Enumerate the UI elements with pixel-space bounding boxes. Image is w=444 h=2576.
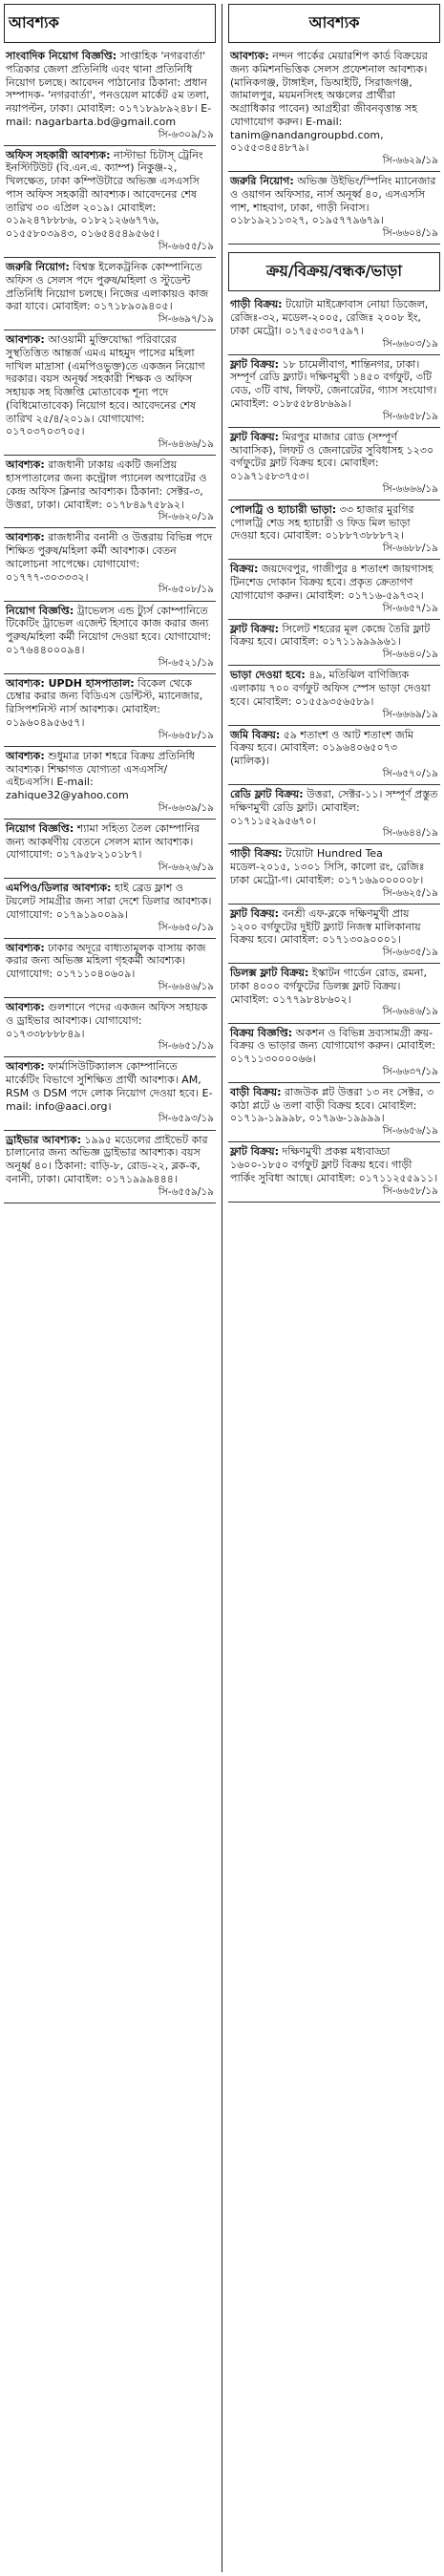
ad-body: ১৯৯৫ মডেলের প্রাইভেট কার চালানোর জন্য অভিজ্ঞ ড্রাইভার আবশ্যক। বয়স অনূর্ধ্ব ৪০। ঠিকানা: বাড়ি-৮, রোড-২২, ব্লক-ক, বনানী, ঢাকা। মোবাইল: ০১৭১৯৯৯৪৪৪। — [6, 1133, 208, 1185]
ad-code: সি-৬৬৫১/১৯ — [158, 1040, 214, 1053]
ad-code: সি-৬৬৫০/১৯ — [158, 921, 214, 933]
section-header-buy-sell: ক্রয়/বিক্রয়/বন্ধক/ভাড়া — [228, 252, 440, 291]
ad-code: সি-৬৬৮৮/১৯ — [382, 543, 438, 555]
ad-text — [230, 563, 438, 602]
ad-body: শুধুমাত্র ঢাকা শহরে বিক্রয় প্রতিনিধি আবশ্যক। শিক্ষাগত যোগ্যতা এসএসসি/এইচএসসি। E-mail: zahique32@yahoo.com — [6, 749, 195, 801]
classified-ad — [228, 785, 440, 844]
classified-ad — [4, 528, 216, 601]
ad-body: বিকেল থেকে চেম্বার করার জন্য বিডিএস ডেন্টিস্ট, ম্যানেজার, রিসিপশনিস্ট নার্স আবশ্যক। মোবাইল: ০১৯৬০৪৯৫৬৫৭। — [6, 676, 203, 729]
right-top-ads-list — [228, 47, 440, 245]
ad-lead: রেডি ফ্লাট বিক্রয়: — [230, 788, 304, 800]
ad-lead: ফ্লাট বিক্রয়: — [230, 430, 280, 443]
ad-code: সি-৬৬২৫/১৯ — [382, 886, 438, 899]
ad-body: সাপ্তাহিক 'নগরবার্তা' পত্রিকার জেলা প্রতিনিধি এবং থানা প্রতিনিধি নিয়োগ চলছে। আবেদন পাঠানোর ঠিকানা: প্রধান সম্পাদক- 'নগরবার্তা', পনওয়েল মার্কেট ৫ম তলা, নয়াপল্টন, ঢাকা। মোবাইল: ০১৭১৮৯৮৯২৪৮। E-mail: nagarbarta.bd@gmail.com — [6, 50, 212, 128]
ad-lead: আবশ্যক: — [6, 941, 45, 954]
ad-text — [6, 261, 214, 313]
ad-body: দক্ষিণমুখী প্রকল্প মধ্যবাড্ডা ১৬০০-১৮৫০ বর্গফুট ফ্লাট বিক্রয় হবে। গাড়ী পার্কিং সুবিধা আছে। মোবাইল: ০১৭১১২৫৫৯১১। — [230, 1145, 438, 1184]
ad-body: জয়দেবপুর, গাজীপুর ৪ শতাংশ জায়গাসহ টিনশেড দোকান বিক্রয় হবে। প্রকৃত ক্রেতাগণ যোগাযোগ করুন। মোবাইল: ০১৭১৬-৫৯৭৩২। — [230, 563, 433, 602]
ad-lead: ফ্লাট বিক্রয়: — [230, 1145, 280, 1159]
ad-body: বিশ্বস্ত ইলেকট্রনিক কোম্পানিতে অফিস ও সেলস পদে পুরুষ/মহিলা ও স্টুডেন্ট প্রতিনিধি নিয়োগ চলছে। নিজের এলাকায়ও কাজ করা যাবে। মোবাইল: ০১৭১৮৯০৯৪০৫। — [6, 261, 209, 313]
right-bottom-ads-list — [228, 295, 440, 1202]
classified-ad — [228, 905, 440, 964]
ad-code: সি-৬৬৫৮/১৯ — [158, 729, 214, 741]
ad-lead: আবশ্যক: UPDH হাসপাতাল: — [6, 676, 135, 690]
ad-body: হাই ব্রেড ফ্লাশ ও টয়লেট সামগ্রীর জন্য সারা দেশে ডিলার আবশ্যক। যোগাযোগ: ০১৭৯১৯০০৯৯। — [6, 882, 212, 921]
ad-code: সি-৬৬২০/১৯ — [158, 511, 214, 523]
ad-text — [6, 50, 214, 129]
ad-lead: ডিলক্স ফ্লাট বিক্রয়: — [230, 967, 309, 980]
classified-ad — [228, 500, 440, 560]
ad-body: ১৮ চামেলীবাগ, শান্তিনগর, ঢাকা। সম্পূর্ণ রেডি ফ্ল্যাট। দক্ষিণমুখী ১৪৫০ বর্গফুট, ৩টি বেড, ৩টি বাথ, লিফট, জেনারেটর, গ্যাস সংযোগ। মোবাইল: ০১৮৫৫৮৪৮৬৯৯। — [230, 357, 437, 410]
classified-ad — [4, 1131, 216, 1203]
ad-lead: আবশ্যক: — [6, 1001, 45, 1013]
ad-code: সি-৬৬৪৪/১৯ — [382, 827, 438, 840]
ad-code: সি-৬৬০৩/১৯ — [382, 337, 438, 350]
ad-body: টয়োটা মাইক্রোবাস নোয়া ডিজেল, রেজিঃ-৩২, মডেল-২০০৫, রেজিঃ ২০০৮ ইং, ঢাকা মেট্রো। ০১৭৫৫৩০৭৫৯৭। — [230, 298, 429, 337]
ad-lead: ভাড়া দেওয়া হবে: — [230, 669, 306, 682]
ad-body: ৫৯ শতাংশ ও আট শতাংশ জমি বিক্রয় হবে। মোবাইল: ০১৯৬৪০৬৫০৭৩ (মালিক)। — [230, 728, 413, 768]
classified-ad — [4, 602, 216, 674]
classified-ad — [228, 620, 440, 667]
left-column — [4, 4, 216, 1203]
ad-text — [6, 1060, 214, 1113]
ad-code: সি-৬৬০৪/১৯ — [382, 227, 438, 240]
ad-lead: ড্রাইভার আবশ্যক: — [6, 1133, 81, 1146]
ad-body: রাজধানী ঢাকায় একটি জনপ্রিয় হাসপাতালের জন্য কন্ট্রোল প্যানেল অপারেটর ও কেন্দ্র অফিস ক্লিনার আবশ্যক। ঠিকানা: সেক্টর-৩, উত্তরা, ঢাকা। মোবাইল: ০১৭৮৪৯৭৫৮৯২। — [6, 458, 207, 511]
ad-code: সি-৬৬৪৬/১৯ — [382, 1006, 438, 1018]
ad-text — [230, 1145, 438, 1184]
ad-body: অভিজ্ঞ উইভিং/স্পিনিং ম্যানেজার ও ওয়াগন অফিসার, নার্স অনূর্ধ্ব ৪০, এসএসসি পাশ, শাহবাগ, ঢাকা, গাড়ী নিবাস। ০১৮১৯২১১৩২৭, ০১৯৫৭৭৯৬৭৯। — [230, 175, 436, 227]
ad-lead: অফিস সহকারী আবশ্যক: — [6, 148, 111, 161]
ad-lead: জরুরি নিয়োগ: — [6, 261, 70, 273]
classified-ad — [228, 726, 440, 785]
ad-text — [230, 1027, 438, 1066]
ad-text — [6, 822, 214, 862]
classified-ad — [228, 47, 440, 172]
ad-code: সি-৬৬৯৭/১৯ — [158, 313, 214, 325]
ad-code: সি-৬৬৫৬/১৯ — [382, 1125, 438, 1138]
ad-text — [230, 175, 438, 227]
ad-code: সি-৬৬৫৮/১৯ — [382, 410, 438, 422]
ad-body: ফার্মাসিউটিক্যালস কোম্পানিতে মার্কেটিং বিভাগে সুশিক্ষিত প্রার্থী আবশ্যক। AM, RSM ও DSM পদে লোক নিয়োগ দেওয়া হবে। E-mail: info@aaci.org। — [6, 1060, 213, 1113]
ad-lead: সাংবাদিক নিয়োগ বিজ্ঞপ্তি: — [6, 50, 117, 62]
classified-ad — [4, 747, 216, 820]
ad-lead: পোলট্রি ও হ্যাচারী ভাড়া: — [230, 502, 337, 516]
ad-body: ঢাকার অদূরে বাধ্যতামূলক বাসায় কাজ করার জন্য অভিজ্ঞ মহিলা গৃহকর্মী আবশ্যক। যোগাযোগ: ০১৭১১০৪০৬০৯। — [6, 941, 206, 981]
ad-lead: আবশ্যক: — [6, 333, 45, 347]
classified-ad — [4, 1057, 216, 1130]
classified-ad — [228, 295, 440, 354]
ad-code: সি-৬৬৪০/১৯ — [382, 649, 438, 661]
ad-body: আওয়ামী মুক্তিযোদ্ধা পরিবারের সুস্থতিত্তিত আন্তর্জ এমএ মাহমুদ পাসের মহিলা দাখিল মাদ্রাসা (এমপিওভুক্ত)তে একজন নিয়োগ দরকার। বয়স অনূর্ধ্ব সহকারী শিক্ষক ও অফিস সহায়ক সহ বিজ্ঞপ্তি মোতাবেক শূন্য পদে (বিধিমোতাবেক) নিয়োগ হবে। আবেদনের শেষ তারিখ ২৫/৪/২০১৯। যোগাযোগ: ০১৭০৩৭০৩৭০৫। — [6, 333, 205, 438]
ad-text — [230, 298, 438, 337]
ad-body: ট্রাভেলস এন্ড ট্যুর্স কোম্পানিতে টিকেটিং ট্রাভেল এজেন্ট হিসাবে কাজ করার জন্য পুরুষ/মহিলা কর্মী নিয়োগ দেওয়া হবে। যোগাযোগ: ০১৭৬৪৪০০০৯৪। — [6, 604, 212, 656]
classified-ad — [228, 666, 440, 725]
ad-body: নন্দন পার্কের মেয়ারশিপ কার্ড বিক্রয়ের জন্য কমিশনভিত্তিক সেলস প্রফেশনাল আবশ্যক। (মানিকগঞ্জ, টাঙ্গাইল, ডিআইটি, সিরাজগঞ্জ, জামালপুর, ময়মনসিংহ অঞ্চলের প্রার্থীরা অগ্রাধিকার পাবেন) আগ্রহীরা জীবনবৃত্তান্ত সহ যোগাযোগ করুন। E-mail: tanim@nandangroupbd.com, ০১৫৫৩৪৫৪৮৭৯। — [230, 50, 428, 155]
ad-code: সি-৬৬২৬/১৯ — [158, 862, 214, 874]
classifieds-page — [4, 4, 440, 2572]
ad-text — [6, 531, 214, 584]
classified-ad — [4, 146, 216, 258]
ad-text — [230, 623, 438, 649]
ad-text — [230, 1086, 438, 1125]
classified-ad — [228, 355, 440, 428]
ad-lead: আবশ্যক: — [6, 1060, 45, 1074]
ad-body: অকশন ও বিভিন্ন দ্রব্যসামগ্রী ক্রয়-বিক্রয় ও ভাড়ার জন্য যোগাযোগ করুন। মোবাইল: ০১৭১১৩০০০০৬৬। — [230, 1026, 435, 1065]
ad-text — [230, 847, 438, 886]
ad-body: ইস্কাটন গার্ডেন রোড, রমনা, ঢাকা ৪০০০ বর্গফুটের ডিলক্স ফ্লাট বিক্রয়। মোবাইল: ০১৭৭৯৮৪৮৬০২। — [230, 967, 427, 1006]
ad-body: উত্তরা, সেক্টর-১১। সম্পূর্ণ প্রস্তুত দক্ষিণমুখী রেডি ফ্লাট। মোবাইল: ০১৭১১৫২৯৫৬৭০। — [230, 788, 438, 827]
ad-lead: জমি বিক্রয়: — [230, 728, 281, 741]
ad-text — [230, 431, 438, 483]
ad-code: সি-৬৫২১/১৯ — [158, 656, 214, 669]
ad-lead: ফ্লাট বিক্রয়: — [230, 906, 280, 920]
ad-text — [230, 907, 438, 947]
ad-lead: এমপিও/ডিলার আবশ্যক: — [6, 882, 112, 895]
ad-code: সি-৬৩০৯/১৯ — [158, 128, 214, 140]
classified-ad — [228, 1083, 440, 1142]
ad-body: নাস্টাভা চিটাস্ ট্রেনিং ইনস্টিটিউট (বি.এন.এ. ক্যাম্প) নিকুঞ্জ-২, খিলক্ষেত, ঢাকা কম্পিউটারে অভিজ্ঞ এসএসসি পাস অফিস সহকারী আবশ্যক। আবেদনের শেষ তারিখ ৩০ এপ্রিল ২০১৯। মোবাইল: ০১৯২৪৭৮৮৮৬, ০১৮২১২৬৬৭৭৬, ০১৫৫৮০৩৯৪৩, ০১৬৫৪৫৪৯৫৬৫। — [6, 148, 203, 241]
ad-body: টয়োটা Hundred Tea মডেল-২০১৫, ১৩০১ সিসি, কালো রং, রেজিঃ ঢাকা মেট্রো-গ। মোবাইল: ০১৭১৬৯০০০০০৮। — [230, 847, 425, 886]
ad-code: সি-৬৫৭০/১৯ — [382, 767, 438, 779]
ad-text — [6, 677, 214, 730]
classified-ad — [228, 964, 440, 1023]
classified-ad — [228, 1024, 440, 1083]
classified-ad — [4, 47, 216, 146]
ad-lead: বিক্রয়: — [230, 563, 259, 576]
ad-lead: ফ্লাট বিক্রয়: — [230, 622, 280, 635]
ad-lead: গাড়ী বিক্রয়: — [230, 298, 283, 311]
ad-body: গুলশানে পদের একজন অফিস সহায়ক ও ড্রাইভার আবশ্যক। যোগাযোগ: ০১৭৩৩৮৮৮৮৪৯। — [6, 1001, 208, 1040]
ad-lead: নিয়োগ বিজ্ঞপ্তি: — [6, 821, 74, 835]
ad-lead: আবশ্যক: — [6, 458, 45, 472]
ad-text — [230, 669, 438, 708]
ad-text — [230, 50, 438, 155]
ad-lead: আবশ্যক: — [6, 531, 45, 544]
right-column — [228, 4, 440, 1203]
ad-code: সি-৬৬৫৫/১৯ — [158, 240, 214, 252]
ad-lead: গাড়ী বিক্রয়: — [230, 847, 283, 861]
ad-text — [6, 1134, 214, 1186]
ad-code: সি-৬৬২৯/১৯ — [382, 155, 438, 166]
ad-body: মিরপুর মাজার রোড (সম্পূর্ণ আবাসিক), লিফট ও জেনারেটর সুবিধাসহ ১২৩০ বর্গফুটের ফ্লাট বিক্রয় হবে। মোবাইল: ০১৯৭১৫৮৩৭৫৩। — [230, 430, 434, 482]
ad-body: সিলেট শহরের মূল কেন্দ্রে তৈরি ফ্লাট বিক্রয় হবে। মোবাইল: ০১৭১১৯৯৯৯৬১। — [230, 622, 431, 649]
classified-ad — [228, 1142, 440, 1202]
ad-text — [230, 788, 438, 827]
ad-code: সি-৬৬৫৮/১৯ — [382, 1184, 438, 1197]
ad-text — [230, 358, 438, 411]
ad-text — [6, 333, 214, 438]
section-header-left: আবশ্যক — [4, 4, 216, 43]
ad-text — [6, 750, 214, 802]
ad-body: ৪৯, মতিঝিল বাণিজ্যিক এলাকায় ৭০০ বর্গফুট অফিস স্পেস ভাড়া দেওয়া হবে। মোবাইল: ০১৫৫৯৩৫৬৫৮৯। — [230, 669, 431, 708]
classified-ad — [228, 844, 440, 904]
classified-ad — [228, 560, 440, 619]
ad-code: সি-৬৫০৮/১৯ — [158, 584, 214, 596]
ad-text — [230, 967, 438, 1006]
ad-code: সি-৬৬৩৭/১৯ — [382, 1065, 438, 1077]
ad-lead: আবশ্যক: — [230, 50, 269, 62]
ad-code: সি-৬৬৪৬/১৯ — [158, 980, 214, 992]
classified-ad — [4, 879, 216, 938]
ad-body: রাজধানীর বনানী ও উত্তরায় বিভিন্ন পদে শিক্ষিত পুরুষ/মহিলা কর্মী আবশ্যক। বেতন আলোচনা সাপেক্ষে। যোগাযোগ: ০১৭৭৭-৩০৩৩৩২। — [6, 531, 213, 584]
classified-ad — [228, 428, 440, 500]
ad-code: সি-৬৬৩৫/১৯ — [382, 947, 438, 958]
ad-lead: আবশ্যক: — [6, 749, 45, 762]
ad-code: সি-৬৪৬৬/১৯ — [158, 438, 214, 451]
ad-text — [6, 882, 214, 921]
ad-body: বনশ্রী এফ-ব্লকে দক্ষিণমুখী প্রায় ১২০০ বর্গফুটের দুইটি ফ্ল্যাট নিজস্ব মালিকানায় বিক্রয় হবে। মোবাইল: ০১৭১৩০৯০০০১। — [230, 906, 421, 947]
ad-body: ৩৩ হাজার মুরগির পোলট্রি শেড সহ হ্যাচারী ও ফিড মিল ভাড়া দেওয়া হবে। মোবাইল: ০১৮৮৭৩৮৮৮৭২। — [230, 502, 414, 543]
classified-ad — [4, 330, 216, 456]
classified-ad — [228, 172, 440, 245]
ad-lead: বাড়ী বিক্রয়: — [230, 1085, 282, 1098]
ad-body: শ্যামা সহিত্য তৈল কোম্পানির জন্য আকর্ষণীয় বেতনে সেলস ম্যান আবশ্যক। যোগাযোগ: ০১৭৯৫৮২১০১৮৭। — [6, 821, 200, 862]
ad-text — [230, 729, 438, 768]
ad-code: সি-৬৬৬৬/১৯ — [382, 482, 438, 495]
ad-text — [6, 605, 214, 657]
ad-text — [6, 149, 214, 241]
ad-lead: বিক্রয় বিজ্ঞপ্তি: — [230, 1026, 293, 1039]
classified-ad — [4, 998, 216, 1057]
ad-code: সি-৬৬৬৯/১৯ — [382, 708, 438, 720]
classified-ad — [4, 939, 216, 998]
ad-lead: জরুরি নিয়োগ: — [230, 175, 294, 188]
ad-text — [6, 1001, 214, 1040]
classified-ad — [4, 456, 216, 528]
ad-code: সি-৬৫৯৩/১৯ — [158, 1113, 214, 1125]
ad-text — [230, 503, 438, 543]
ad-lead: নিয়োগ বিজ্ঞপ্তি: — [6, 604, 74, 617]
section-header-right: আবশ্যক — [228, 4, 440, 43]
ad-text — [6, 458, 214, 511]
ad-lead: ফ্লাট বিক্রয়: — [230, 357, 280, 371]
ad-code: সি-৬৬৫৭/১৯ — [382, 602, 438, 614]
classified-ad — [4, 674, 216, 747]
ad-code: সি-৬৬৩৯/১৯ — [158, 801, 214, 814]
ad-text — [6, 942, 214, 981]
ad-code: সি-৬৫৫৯/১৯ — [158, 1185, 214, 1198]
classified-ad — [4, 820, 216, 879]
ad-body: রাজউক প্লট উত্তরা ১৩ নং সেক্টর, ৩ কাঠা প্লটে ৬ তলা বাড়ী বিক্রয় হবে। মোবাইল: ০১৭১৯-১৯৯৯৮, ০১৭৯৬-১৯৯৯৯। — [230, 1085, 434, 1125]
left-ads-list — [4, 47, 216, 1203]
classified-ad — [4, 258, 216, 330]
